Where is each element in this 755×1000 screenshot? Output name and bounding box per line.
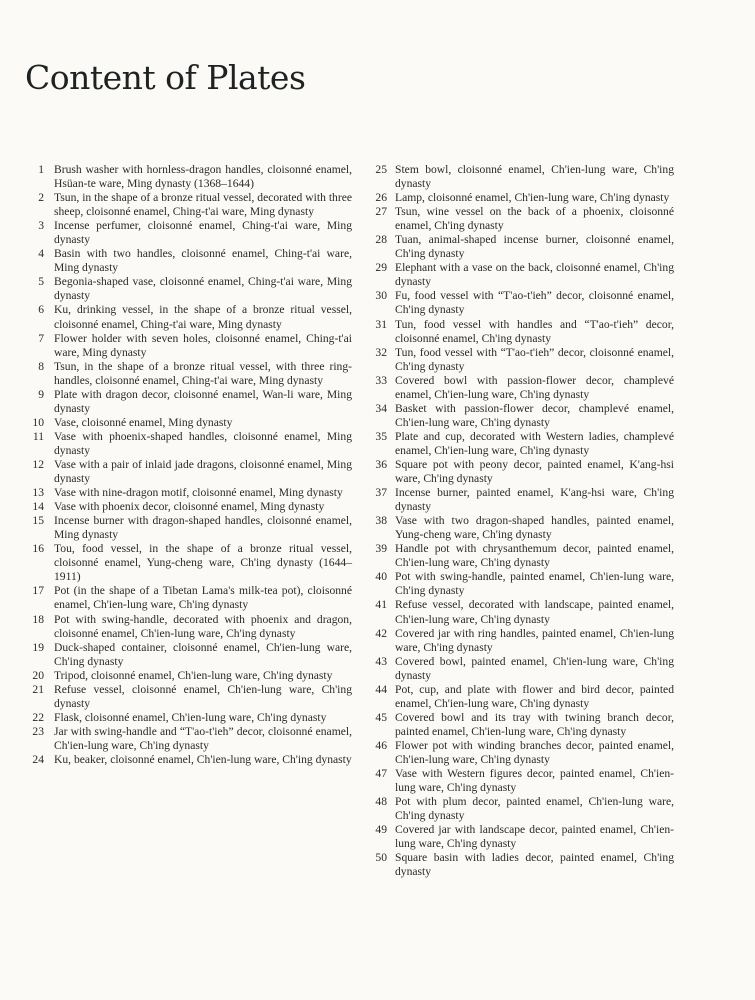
plate-description: Vase with Western figures decor, painted enamel, Ch'ien-lung ware, Ch'ing dynasty: [395, 767, 674, 795]
plate-description: Square pot with peony decor, painted enamel, K'ang-hsi ware, Ch'ing dynasty: [395, 457, 674, 486]
plate-description: Vase with phoenix decor, cloisonné enamel, Ming dynasty: [54, 500, 325, 514]
plate-entry: [367, 233, 674, 261]
plate-number: 23: [32, 724, 44, 738]
plate-description: Plate with dragon decor, cloisonné enamel, Wan-li ware, Ming dynasty: [54, 387, 352, 415]
plate-number: 36: [375, 457, 387, 471]
plate-entry: [20, 542, 352, 584]
plate-description: Refuse vessel, cloisonné enamel, Ch'ien-lung ware, Ch'ing dynasty: [54, 682, 352, 710]
plate-entry: [367, 542, 674, 570]
plate-number: 26: [375, 191, 387, 205]
plate-number: 40: [375, 570, 387, 584]
plate-entry: [367, 823, 674, 851]
plate-entry: [20, 388, 352, 416]
plate-entry: [20, 360, 352, 388]
plate-description: Incense burner with dragon-shaped handles, cloisonné enamel, Ming dynasty: [54, 514, 352, 542]
plate-description: Pot with swing-handle, painted enamel, Ch'ien-lung ware, Ch'ing dynasty: [395, 570, 674, 598]
plate-number: 39: [375, 542, 387, 556]
plate-description: Flower holder with seven holes, cloisonné enamel, Ching-t'ai ware, Ming dynasty: [54, 331, 352, 359]
plate-entry: [367, 739, 674, 767]
plate-description: Vase with a pair of inlaid jade dragons, cloisonné enamel, Ming dynasty: [54, 457, 352, 486]
plate-number: 30: [375, 289, 387, 303]
plate-entry: [367, 402, 674, 430]
plate-number: 31: [375, 317, 387, 331]
plate-number: 10: [32, 415, 44, 429]
plate-entry: [20, 247, 352, 275]
plate-description: Tuan, animal-shaped incense burner, cloisonné enamel, Ch'ing dynasty: [395, 233, 674, 261]
plate-description: Elephant with a vase on the back, cloisonné enamel, Ch'ing dynasty: [395, 261, 674, 289]
plate-description: Begonia-shaped vase, cloisonné enamel, Ching-t'ai ware, Ming dynasty: [54, 275, 352, 303]
plate-description: Tripod, cloisonné enamel, Ch'ien-lung ware, Ch'ing dynasty: [54, 668, 333, 682]
plate-entry: [367, 430, 674, 458]
plate-number: 12: [32, 457, 44, 471]
plate-description: Vase, cloisonné enamel, Ming dynasty: [54, 415, 233, 429]
plate-number: 44: [375, 682, 387, 696]
plate-entry: [20, 430, 352, 458]
plate-number: 34: [375, 401, 387, 415]
plates-list-left: [20, 163, 352, 767]
plate-number: 46: [375, 738, 387, 752]
plate-number: 11: [32, 429, 44, 443]
plate-description: Tou, food vessel, in the shape of a bronze ritual vessel, cloisonné enamel, Yung-cheng ware, Ch'ing dynasty (1644–1911): [54, 542, 352, 584]
plate-description: Covered jar with landscape decor, painted enamel, Ch'ien-lung ware, Ch'ing dynasty: [395, 823, 674, 851]
plate-description: Fu, food vessel with “T'ao-t'ieh” decor, cloisonné enamel, Ch'ing dynasty: [395, 289, 674, 317]
plate-number: 5: [38, 275, 44, 289]
plate-description: Brush washer with hornless-dragon handles, cloisonné enamel, Hsüan-te ware, Ming dynasty (1368–1644): [54, 163, 352, 191]
plate-description: Ku, drinking vessel, in the shape of a bronze ritual vessel, cloisonné enamel, Ching-t'ai ware, Ming dynasty: [54, 303, 352, 331]
plate-number: 27: [375, 205, 387, 219]
plate-entry: [20, 711, 352, 725]
plate-number: 50: [375, 851, 387, 865]
plate-number: 42: [375, 626, 387, 640]
plate-number: 45: [375, 710, 387, 724]
plate-number: 32: [375, 345, 387, 359]
plate-entry: [20, 613, 352, 641]
plate-number: 33: [375, 373, 387, 387]
plate-entry: [20, 753, 352, 767]
plate-number: 9: [38, 387, 44, 401]
plate-entry: [367, 514, 674, 542]
plate-number: 13: [32, 486, 44, 500]
plate-number: 14: [32, 500, 44, 514]
plate-number: 4: [38, 247, 44, 261]
plate-description: Tsun, in the shape of a bronze ritual vessel, with three ring-handles, cloisonné enamel, Ching-t'ai ware, Ming dynasty: [54, 359, 352, 387]
plate-number: 28: [375, 233, 387, 247]
plate-entry: [20, 275, 352, 303]
plate-number: 15: [32, 514, 44, 528]
plate-description: Pot, cup, and plate with flower and bird decor, painted enamel, Ch'ien-lung ware, Ch'ing dynasty: [395, 682, 674, 710]
plate-entry: [20, 584, 352, 612]
plate-entry: [367, 655, 674, 683]
plate-description: Refuse vessel, decorated with landscape, painted enamel, Ch'ien-lung ware, Ch'ing dynasty: [395, 598, 674, 626]
plate-description: Vase with two dragon-shaped handles, painted enamel, Yung-cheng ware, Ch'ing dynasty: [395, 514, 674, 542]
plate-description: Covered bowl and its tray with twining branch decor, painted enamel, Ch'ien-lung ware, Ch'ing dynasty: [395, 710, 674, 738]
page-title: Content of Plates: [25, 58, 306, 97]
plate-description: Flower pot with winding branches decor, painted enamel, Ch'ien-lung ware, Ch'ing dynasty: [395, 738, 674, 766]
plate-number: 19: [32, 640, 44, 654]
plate-number: 24: [32, 752, 44, 766]
plate-entry: [367, 458, 674, 486]
plate-number: 35: [375, 429, 387, 443]
plates-list-right: [367, 163, 674, 879]
plate-description: Pot with plum decor, painted enamel, Ch'ien-lung ware, Ch'ing dynasty: [395, 795, 674, 823]
plate-entry: [367, 318, 674, 346]
plate-entry: [367, 851, 674, 879]
plate-entry: [20, 641, 352, 669]
plate-number: 22: [32, 710, 44, 724]
plate-description: Pot (in the shape of a Tibetan Lama's milk-tea pot), cloisonné enamel, Ch'ien-lung ware, Ch'ing dynasty: [54, 584, 352, 612]
plate-entry: [20, 669, 352, 683]
plate-number: 25: [375, 163, 387, 176]
plate-description: Stem bowl, cloisonné enamel, Ch'ien-lung ware, Ch'ing dynasty: [395, 163, 674, 191]
plate-entry: [367, 570, 674, 598]
plate-number: 49: [375, 823, 387, 837]
plate-description: Incense perfumer, cloisonné enamel, Ching-t'ai ware, Ming dynasty: [54, 219, 352, 247]
plate-entry: [367, 289, 674, 317]
plate-description: Lamp, cloisonné enamel, Ch'ien-lung ware, Ch'ing dynasty: [395, 191, 670, 205]
plate-entry: [20, 486, 352, 500]
plate-number: 7: [38, 331, 44, 345]
plate-number: 1: [38, 163, 44, 176]
plate-entry: [20, 683, 352, 711]
plate-entry: [20, 725, 352, 753]
plate-entry: [20, 500, 352, 514]
plate-description: Vase with phoenix-shaped handles, cloisonné enamel, Ming dynasty: [54, 429, 352, 457]
plate-entry: [367, 711, 674, 739]
plate-entry: [367, 261, 674, 289]
plate-description: Covered bowl with passion-flower decor, champlevé enamel, Ch'ien-lung ware, Ch'ing dynasty: [395, 373, 674, 401]
plate-entry: [367, 795, 674, 823]
plate-entry: [20, 416, 352, 430]
plate-number: 38: [375, 514, 387, 528]
plate-entry: [20, 458, 352, 486]
plate-description: Pot with swing-handle, decorated with phoenix and dragon, cloisonné enamel, Ch'ien-lung ware, Ch'ing dynasty: [54, 612, 352, 640]
plate-description: Basin with two handles, cloisonné enamel, Ching-t'ai ware, Ming dynasty: [54, 247, 352, 275]
plate-description: Covered jar with ring handles, painted enamel, Ch'ien-lung ware, Ch'ing dynasty: [395, 626, 674, 654]
plate-description: Handle pot with chrysanthemum decor, painted enamel, Ch'ien-lung ware, Ch'ing dynasty: [395, 542, 674, 570]
plate-entry: [367, 205, 674, 233]
plate-description: Vase with nine-dragon motif, cloisonné enamel, Ming dynasty: [54, 486, 343, 500]
plate-description: Tun, food vessel with “T'ao-t'ieh” decor, cloisonné enamel, Ch'ing dynasty: [395, 345, 674, 373]
plate-entry: [20, 303, 352, 331]
plate-entry: [367, 163, 674, 191]
plate-entry: [20, 332, 352, 360]
plate-number: 41: [375, 598, 387, 612]
plate-entry: [367, 683, 674, 711]
plate-entry: [367, 374, 674, 402]
plate-number: 6: [38, 303, 44, 317]
plate-number: 37: [375, 486, 387, 500]
plate-entry: [367, 767, 674, 795]
plate-description: Tun, food vessel with handles and “T'ao-t'ieh” decor, cloisonné enamel, Ch'ing dynasty: [395, 317, 674, 345]
plate-number: 29: [375, 261, 387, 275]
plate-number: 8: [38, 359, 44, 373]
plate-entry: [367, 598, 674, 626]
plate-number: 18: [32, 612, 44, 626]
plate-entry: [367, 191, 674, 205]
plate-entry: [20, 191, 352, 219]
plate-description: Jar with swing-handle and “T'ao-t'ieh” decor, cloisonné enamel, Ch'ien-lung ware, Ch'ing dynasty: [54, 724, 352, 752]
plate-description: Basket with passion-flower decor, champlevé enamel, Ch'ien-lung ware, Ch'ing dynasty: [395, 401, 674, 429]
plate-entry: [20, 219, 352, 247]
plate-number: 3: [38, 219, 44, 233]
plate-description: Ku, beaker, cloisonné enamel, Ch'ien-lung ware, Ch'ing dynasty: [54, 752, 352, 766]
plate-description: Square basin with ladies decor, painted enamel, Ch'ing dynasty: [395, 851, 674, 879]
plate-description: Plate and cup, decorated with Western ladies, champlevé enamel, Ch'ien-lung ware, Ch'ing dynasty: [395, 429, 674, 457]
plate-description: Incense burner, painted enamel, K'ang-hsi ware, Ch'ing dynasty: [395, 486, 674, 514]
plate-number: 2: [38, 191, 44, 205]
plate-entry: [20, 163, 352, 191]
plate-entry: [367, 486, 674, 514]
plate-entry: [367, 346, 674, 374]
plate-number: 43: [375, 654, 387, 668]
plate-description: Flask, cloisonné enamel, Ch'ien-lung ware, Ch'ing dynasty: [54, 710, 327, 724]
plate-number: 17: [32, 584, 44, 598]
plate-description: Covered bowl, painted enamel, Ch'ien-lung ware, Ch'ing dynasty: [395, 654, 674, 682]
plate-entry: [367, 627, 674, 655]
plate-number: 16: [32, 542, 44, 556]
plate-description: Duck-shaped container, cloisonné enamel, Ch'ien-lung ware, Ch'ing dynasty: [54, 640, 352, 668]
plate-number: 47: [375, 767, 387, 781]
plate-number: 21: [32, 682, 44, 696]
plate-number: 20: [32, 668, 44, 682]
plate-description: Tsun, wine vessel on the back of a phoenix, cloisonné enamel, Ch'ing dynasty: [395, 205, 674, 233]
plate-entry: [20, 514, 352, 542]
plate-number: 48: [375, 795, 387, 809]
plate-description: Tsun, in the shape of a bronze ritual vessel, decorated with three sheep, cloisonné enamel, Ching-t'ai ware, Ming dynasty: [54, 191, 352, 219]
